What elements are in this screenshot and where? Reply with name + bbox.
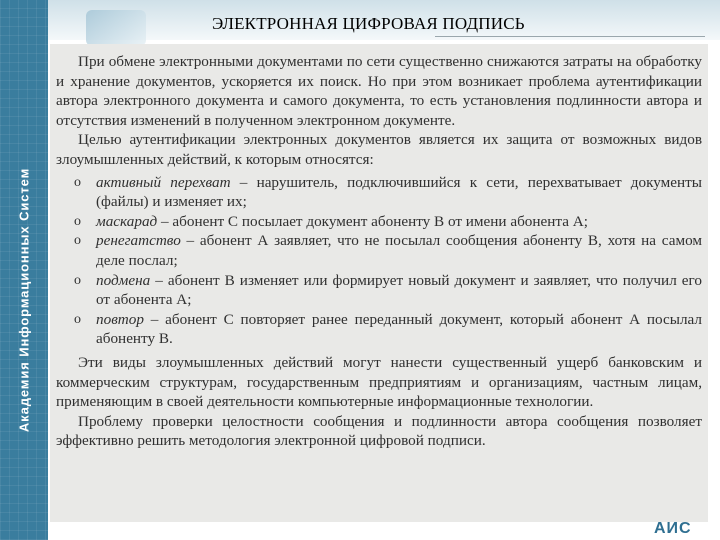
list-item (56, 271, 702, 310)
list-item (56, 231, 702, 270)
academy-emblem-icon (86, 10, 146, 46)
threat-description: – абонент С повторяет ранее переданный документ, который абонент А посылал абоненту В. (96, 310, 702, 348)
list-item (56, 310, 702, 349)
threat-term: активный перехват (96, 173, 231, 191)
sidebar-academy-label: Академия Информационных Систем (16, 167, 32, 433)
circle-bullet-icon: o (74, 272, 81, 288)
paragraph-damage: Эти виды злоумышленных действий могут нанести существенный ущерб банковским и коммерческим структурам, государственным предприятиям и организациям, частным лицам, применяющим в своей деятельности компьютерные информационные технологии. (56, 353, 702, 411)
threat-term: подмена (96, 271, 151, 289)
threat-term: ренегатство (96, 232, 181, 250)
circle-bullet-icon: o (74, 174, 81, 190)
circle-bullet-icon: o (74, 311, 81, 327)
document-body (56, 52, 702, 451)
ais-logo: АИС (654, 520, 692, 537)
threat-description: – нарушитель, подключившийся к сети, перехватывает документы (файлы) и изменяет их; (96, 173, 702, 211)
sidebar-band (0, 0, 48, 540)
title-divider (435, 36, 705, 37)
threat-description: – абонент В изменяет или формирует новый документ и заявляет, что получил его от абонента А; (96, 271, 702, 309)
threat-description: – абонент А заявляет, что не посылал сообщения абоненту В, хотя на самом деле послал; (96, 232, 702, 269)
paragraph-conclusion: Проблему проверки целостности сообщения и подлинности автора сообщения позволяет эффективно решить методология электронной цифровой подписи. (56, 412, 702, 450)
list-item (56, 212, 702, 232)
threat-term: повтор (96, 310, 144, 328)
threat-description: – абонент С посылает документ абоненту В от имени абонента А; (157, 212, 588, 230)
page-title: ЭЛЕКТРОННАЯ ЦИФРОВАЯ ПОДПИСЬ (212, 14, 525, 33)
paragraph-intro: При обмене электронными документами по сети существенно снижаются затраты на обработку и хранение документов, ускоряется их поиск. Но при этом возникает проблема аутентификации автора электронного документа и самого документа, то есть установления подлинности автора и отсутствия изменений в полученном электронном документе. (56, 53, 702, 129)
threat-term: маскарад (96, 212, 158, 230)
threat-list (56, 173, 702, 349)
circle-bullet-icon: o (74, 213, 81, 229)
paragraph-purpose: Целью аутентификации электронных документов является их защита от возможных видов злоумышленных действий, к которым относятся: (56, 131, 702, 168)
list-item (56, 173, 702, 212)
circle-bullet-icon: o (74, 233, 81, 249)
